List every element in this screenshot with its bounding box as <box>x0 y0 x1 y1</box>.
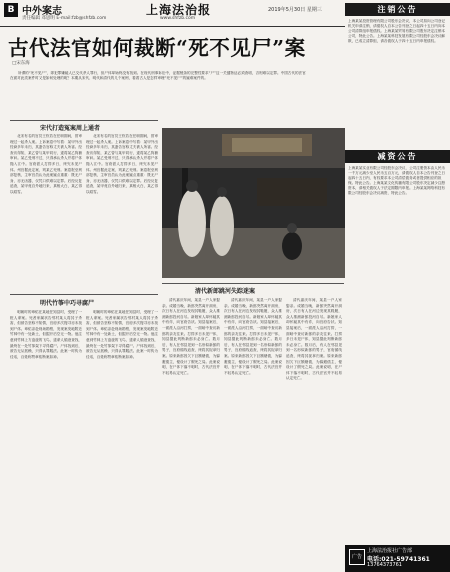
section-rule <box>10 294 158 295</box>
ad-phone: 电话:021-59741361 <box>367 556 430 563</box>
masthead: 上海法治报 <box>146 3 212 17</box>
capital-reduction-title: 减资公告 <box>345 150 450 163</box>
byline: □宋东海 <box>12 61 30 66</box>
website: www.shfzb.com <box>160 16 196 21</box>
editor-credit: 责任编辑 邓思明 E-mail:fzb@shfzb.com <box>22 16 107 21</box>
section-rule <box>162 283 344 284</box>
section-2-text-col-b: 明朝时的章佑在某地任知县时，受理了一桩人命案。死者家属状告邻村某人将其子杀害，但被告坚称不知情，官府多次搜寻亦未找到尸体。章佑亲赴现场勘察，发现案发地附近竹林中有一处新土，但掘开后空无一物。他注意到竹林上方盘旋的飞鸟，遂命人循迹查找，最终在一处竹筝架下寻得腐尸。尸体找到后，被告无从抵赖，只得认罪服法。此案一时传为佳话，百姓称赞章佑断案如神。 <box>86 310 158 359</box>
section-2-title: 明代竹筝中巧寻腐尸 <box>40 300 95 307</box>
headline: 古代法官如何裁断“死不见尸”案 <box>8 36 306 60</box>
editors-note: 所谓的“死不见尸”，即犯罪嫌疑人已交代杀人罪行，但尸体却始终没有找到。在现代刑事诉讼中，证据链条的完整性要求“尸”这一关键物证必须查明，否则难以定罪。中国古代的法官在面对此类案件时又是如何处理的呢？本期从宋代、明代和清代的几个案例，看看古人是怎样审理“死不见尸”的疑难案件的。 <box>10 71 306 81</box>
section-2-text-col-a: 明朝时的章佑在某地任知县时，受理了一桩人命案。死者家属状告邻村某人将其子杀害，但被告坚称不知情，官府多次搜寻亦未找到尸体。章佑亲赴现场勘察，发现案发地附近竹林中有一处新土，但掘开后空无一物。他注意到竹林上方盘旋的飞鸟，遂命人循迹查找，最终在一处竹筝架下寻得腐尸。尸体找到后，被告无从抵赖，只得认罪服法。此案一时传为佳话，百姓称赞章佑断案如神。 <box>10 310 82 359</box>
section-rule <box>10 120 158 121</box>
section-3-text-col-b: 清代嘉庆年间，某县一户人家娶亲。成婚当晚，新郎突然离开洞房，次日有人在河边发现其鞋履，众人推测新郎投河自尽。新娘家人却怀疑其中有诈，向官府告状。知县接案后，一面派人沿河打捞，一面暗中查访新郎的亲友往来。打捞多日未见尸体，知县据此判断新郎未必身亡。数月后，有人在邻县见到一名形似新郎的男子，官府循线追查，终将其捉拿归案。原来新郎因欠下巨额赌债，为躲避债主，便设计了假死之局。此案说明，在尸体下落不明时，古代法官并不轻易认定死亡。 <box>224 298 282 375</box>
section-name: 中外案志 <box>22 6 62 17</box>
section-1-title: 宋代打造冤案周上通者 <box>40 125 101 132</box>
issue-date: 2019年5月30日 星期三 <box>268 7 322 13</box>
page-number: B <box>4 3 18 17</box>
ad-name: 上海法治报社广告部 <box>367 548 413 554</box>
ad-phone-2: 13764373761 <box>367 562 402 568</box>
notice-sidebar <box>345 0 450 572</box>
section-3-title: 清代新郎跳河失踪迷案 <box>195 288 256 295</box>
section-1-text-col-b: 北宋有名的官员王钦若在任职期间，曾审理过一起杀人案。上诉案卷中写着：某甲外出经商多年未归，其妻告官称丈夫被人所害。经查访得知，某乙曾与某甲同行，遂将某乙拘捕审问。某乙受刑不过，只得承认杀人并将尸体抛入江中。官府派人打捞多日，终究未见尸体。州官据此定案，判某乙死刑。案卷报至刑部复核，主审官员认为此案疑点重重：既无尸身，亦无凶器，仅凭口供难以定罪。后经反复追查，某甲竟自外地归来，真相大白，某乙得以昭雪。 <box>86 134 158 194</box>
section-3-text-col-c: 清代嘉庆年间，某县一户人家娶亲。成婚当晚，新郎突然离开洞房，次日有人在河边发现其鞋履，众人推测新郎投河自尽。新娘家人却怀疑其中有诈，向官府告状。知县接案后，一面派人沿河打捞，一面暗中查访新郎的亲友往来。打捞多日未见尸体，知县据此判断新郎未必身亡。数月后，有人在邻县见到一名形似新郎的男子，官府循线追查，终将其捉拿归案。原来新郎因欠下巨额赌债，为躲避债主，便设计了假死之局。此案说明，在尸体下落不明时，古代法官并不轻易认定死亡。 <box>286 298 342 381</box>
section-1-text-col-a: 北宋有名的官员王钦若在任职期间，曾审理过一起杀人案。上诉案卷中写着：某甲外出经商多年未归，其妻告官称丈夫被人所害。经查访得知，某乙曾与某甲同行，遂将某乙拘捕审问。某乙受刑不过，只得承认杀人并将尸体抛入江中。官府派人打捞多日，终究未见尸体。州官据此定案，判某乙死刑。案卷报至刑部复核，主审官员认为此案疑点重重：既无尸身，亦无凶器，仅凭口供难以定罪。后经反复追查，某甲竟自外地归来，真相大白，某乙得以昭雪。 <box>10 134 82 194</box>
cancellation-notice-title: 注销公告 <box>345 3 450 16</box>
section-3-text-col-a: 清代嘉庆年间，某县一户人家娶亲。成婚当晚，新郎突然离开洞房，次日有人在河边发现其鞋履，众人推测新郎投河自尽。新娘家人却怀疑其中有诈，向官府告状。知县接案后，一面派人沿河打捞，一面暗中查访新郎的亲友往来。打捞多日未见尸体，知县据此判断新郎未必身亡。数月后，有人在邻县见到一名形似新郎的男子，官府循线追查，终将其捉拿归案。原来新郎因欠下巨额赌债，为躲避债主，便设计了假死之局。此案说明，在尸体下落不明时，古代法官并不轻易认定死亡。 <box>162 298 220 375</box>
cancellation-notice-text: 上海某某投资管理有限公司股东会决议，本公司拟向公司登记机关申请注销，请债权人自本公告刊登之日起四十五日内向本公司清算组申报债权。上海某某贸易有限公司股东决定注销本公司，特此公告。上海某某科技发展有限公司经股东会决议解散，已成立清算组，请各债权人于四十五日内申报债权。 <box>348 19 446 43</box>
ad-logo: 广告 <box>349 549 365 565</box>
capital-reduction-text: 上海某某实业有限公司经股东会决议，公司注册资本由人民币一千万元减少至人民币五百万元，请债权人自本公告刊登之日起四十五日内，有权要求本公司清偿债务或者提供相应的担保。特此公告。上海某某文化传播有限公司股东决定减少注册资本，请相关债权人于法定期限内申报。上海某某网络科技有限公司经股东会决议减资，特此公告。 <box>348 166 446 195</box>
ad-box <box>345 545 450 572</box>
